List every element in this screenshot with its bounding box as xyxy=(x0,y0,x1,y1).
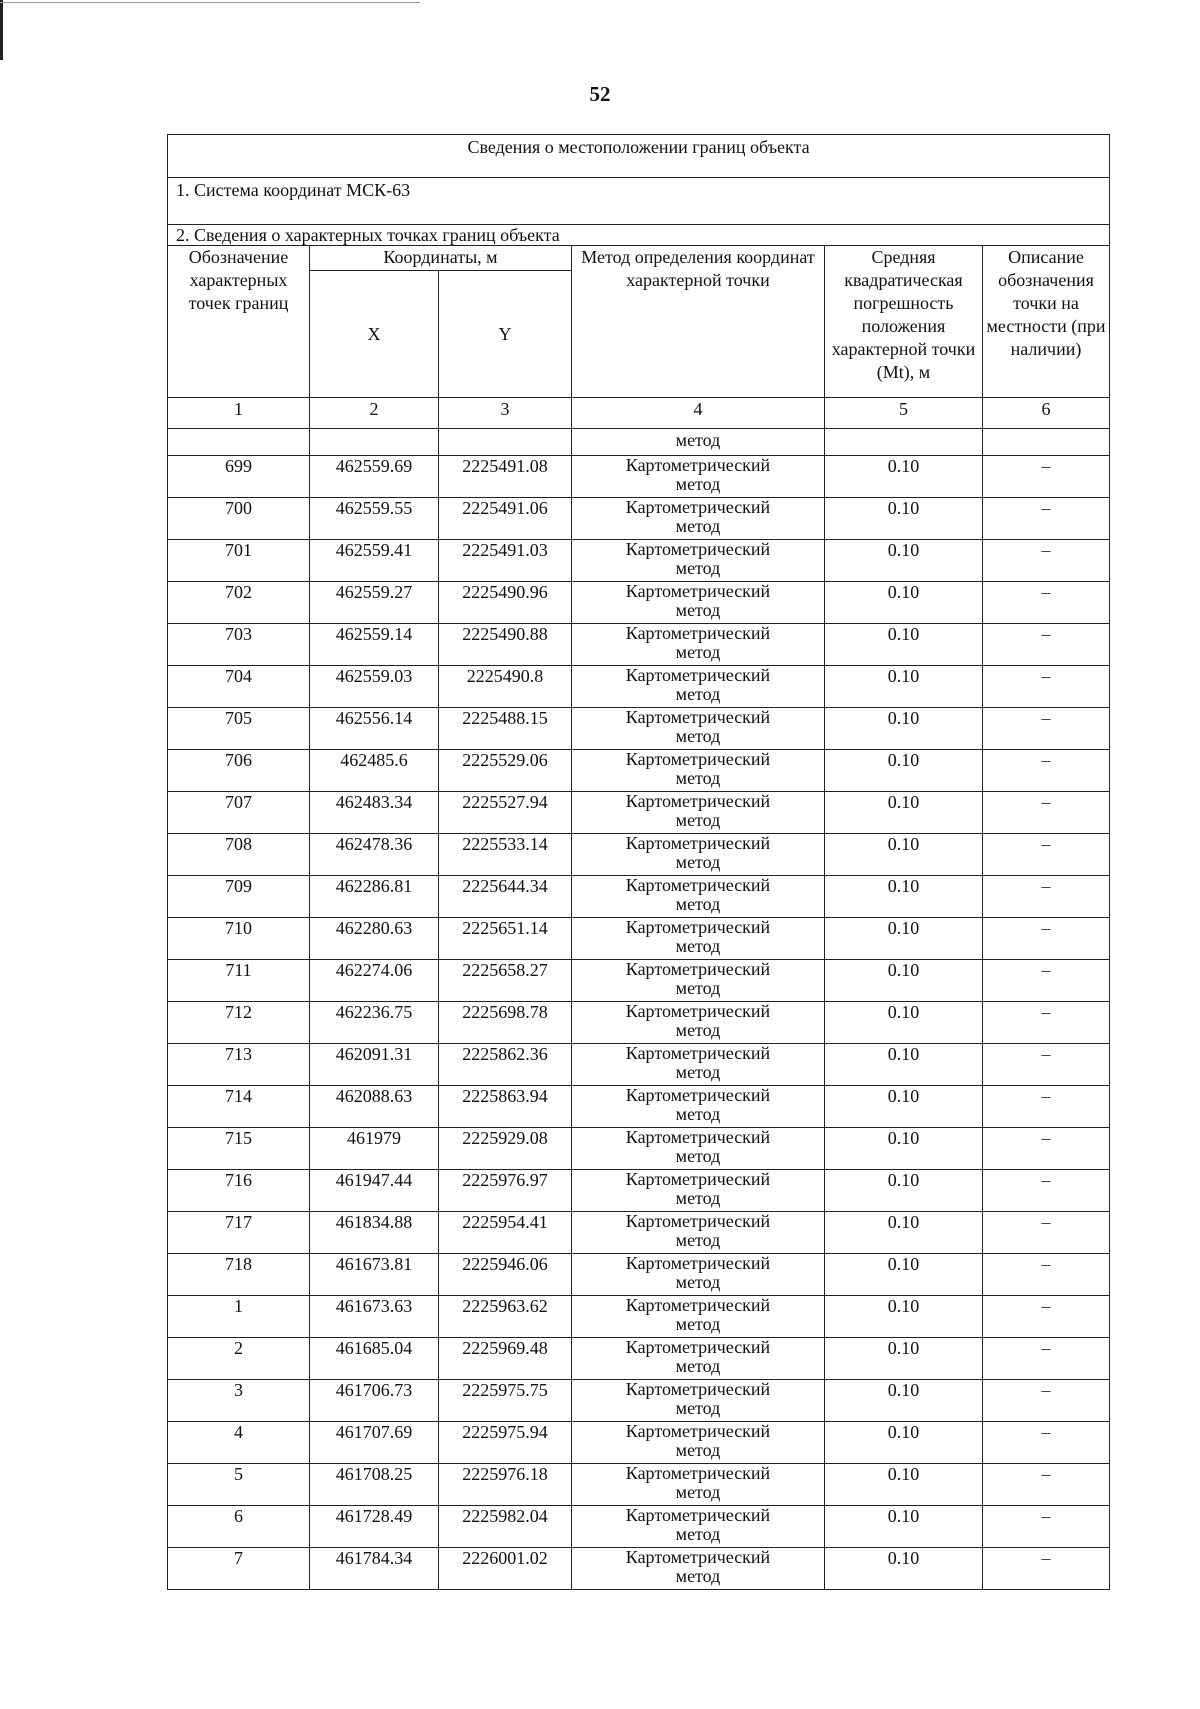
error-cell: 0.10 xyxy=(825,708,983,750)
method-cell xyxy=(572,708,825,750)
table-row xyxy=(168,1422,1110,1464)
y-cell: 2225698.78 xyxy=(439,1002,572,1044)
header-error xyxy=(825,246,983,398)
method-line2: метод xyxy=(675,684,721,704)
error-cell: 0.10 xyxy=(825,624,983,666)
method-line2: метод xyxy=(675,1104,721,1124)
x-cell: 461707.69 xyxy=(310,1422,439,1464)
x-cell: 462559.03 xyxy=(310,666,439,708)
y-cell: 2225929.08 xyxy=(439,1128,572,1170)
error-cell: 0.10 xyxy=(825,1002,983,1044)
description-cell: – xyxy=(983,918,1110,960)
method-line1: Картометрический xyxy=(625,539,771,559)
table-row xyxy=(168,456,1110,498)
boundary-points-table xyxy=(167,134,1110,1590)
method-cell xyxy=(572,834,825,876)
table-row xyxy=(168,1548,1110,1590)
y-cell: 2226001.02 xyxy=(439,1548,572,1590)
y-cell: 2225490.88 xyxy=(439,624,572,666)
method-line2: метод xyxy=(675,474,721,494)
error-cell: 0.10 xyxy=(825,1548,983,1590)
point-cell: 713 xyxy=(168,1044,310,1086)
table-row xyxy=(168,1212,1110,1254)
point-cell: 700 xyxy=(168,498,310,540)
point-cell: 7 xyxy=(168,1548,310,1590)
y-cell: 2225975.75 xyxy=(439,1380,572,1422)
method-line1: Картометрический xyxy=(625,455,771,475)
point-cell: 709 xyxy=(168,876,310,918)
error-cell: 0.10 xyxy=(825,582,983,624)
y-cell: 2225975.94 xyxy=(439,1422,572,1464)
x-cell: 462485.6 xyxy=(310,750,439,792)
method-line2: метод xyxy=(675,1524,721,1544)
method-cell xyxy=(572,1506,825,1548)
method-cell xyxy=(572,1128,825,1170)
error-cell: 0.10 xyxy=(825,1170,983,1212)
error-cell: 0.10 xyxy=(825,1128,983,1170)
method-line2: метод xyxy=(675,600,721,620)
y-cell: 2225963.62 xyxy=(439,1296,572,1338)
method-line1: Картометрический xyxy=(625,665,771,685)
method-line1: Картометрический xyxy=(625,791,771,811)
method-line1: Картометрический xyxy=(625,707,771,727)
column-number: 4 xyxy=(572,398,825,429)
y-cell: 2225490.96 xyxy=(439,582,572,624)
point-cell: 703 xyxy=(168,624,310,666)
y-cell: 2225651.14 xyxy=(439,918,572,960)
description-cell: – xyxy=(983,624,1110,666)
method-cell xyxy=(572,918,825,960)
error-cell: 0.10 xyxy=(825,1422,983,1464)
method-cell xyxy=(572,1380,825,1422)
error-cell: 0.10 xyxy=(825,750,983,792)
x-cell: 461708.25 xyxy=(310,1464,439,1506)
method-line1: Картометрический xyxy=(625,1505,771,1525)
method-line2: метод xyxy=(675,1356,721,1376)
method-line1: Картометрический xyxy=(625,1547,771,1567)
table-row xyxy=(168,624,1110,666)
method-line1: Картометрический xyxy=(625,833,771,853)
x-cell: 462559.41 xyxy=(310,540,439,582)
header-error-text: Средняя квадратическая погрешность положения характерной точки (Mt), м xyxy=(831,247,976,382)
description-cell: – xyxy=(983,1002,1110,1044)
point-cell: 1 xyxy=(168,1296,310,1338)
method-line1: Картометрический xyxy=(625,875,771,895)
method-cell xyxy=(572,1212,825,1254)
point-cell: 707 xyxy=(168,792,310,834)
method-line1: Картометрический xyxy=(625,1085,771,1105)
method-cell xyxy=(572,1548,825,1590)
point-cell: 717 xyxy=(168,1212,310,1254)
description-cell: – xyxy=(983,1338,1110,1380)
method-cell xyxy=(572,666,825,708)
description-cell: – xyxy=(983,1464,1110,1506)
method-line1: Картометрический xyxy=(625,581,771,601)
method-line2: метод xyxy=(675,1020,721,1040)
method-line2: метод xyxy=(675,1440,721,1460)
x-cell: 462091.31 xyxy=(310,1044,439,1086)
header-method: Метод определения координат характерной точки xyxy=(572,246,825,398)
table-row xyxy=(168,1128,1110,1170)
method-cell xyxy=(572,456,825,498)
header-y: Y xyxy=(439,271,572,398)
method-line2: метод xyxy=(675,558,721,578)
description-cell: – xyxy=(983,876,1110,918)
table-row xyxy=(168,1296,1110,1338)
point-cell: 716 xyxy=(168,1170,310,1212)
y-cell: 2225946.06 xyxy=(439,1254,572,1296)
error-cell: 0.10 xyxy=(825,1296,983,1338)
method-line1: Картометрический xyxy=(625,959,771,979)
table-title: Сведения о местоположении границ объекта xyxy=(168,135,1110,178)
continuation-method: метод xyxy=(572,429,825,456)
header-designation: Обозначение характерных точек границ xyxy=(168,246,310,398)
error-cell: 0.10 xyxy=(825,1464,983,1506)
table-row xyxy=(168,1380,1110,1422)
x-cell: 462559.27 xyxy=(310,582,439,624)
point-cell: 6 xyxy=(168,1506,310,1548)
method-line2: метод xyxy=(675,894,721,914)
x-cell: 462280.63 xyxy=(310,918,439,960)
method-line2: метод xyxy=(675,726,721,746)
description-cell: – xyxy=(983,960,1110,1002)
x-cell: 461979 xyxy=(310,1128,439,1170)
description-cell: – xyxy=(983,1128,1110,1170)
x-cell: 461673.63 xyxy=(310,1296,439,1338)
method-cell xyxy=(572,624,825,666)
method-line2: метод xyxy=(675,936,721,956)
method-line2: метод xyxy=(675,810,721,830)
y-cell: 2225491.08 xyxy=(439,456,572,498)
y-cell: 2225862.36 xyxy=(439,1044,572,1086)
table-row xyxy=(168,792,1110,834)
method-line2: метод xyxy=(675,1230,721,1250)
description-cell: – xyxy=(983,1254,1110,1296)
table-row xyxy=(168,1170,1110,1212)
x-cell: 462483.34 xyxy=(310,792,439,834)
description-cell: – xyxy=(983,540,1110,582)
error-cell: 0.10 xyxy=(825,1338,983,1380)
error-cell: 0.10 xyxy=(825,960,983,1002)
error-cell: 0.10 xyxy=(825,1086,983,1128)
x-cell: 462286.81 xyxy=(310,876,439,918)
method-cell xyxy=(572,1254,825,1296)
method-line2: метод xyxy=(675,1482,721,1502)
table-row xyxy=(168,1338,1110,1380)
method-line1: Картометрический xyxy=(625,1337,771,1357)
column-number: 3 xyxy=(439,398,572,429)
error-cell: 0.10 xyxy=(825,1044,983,1086)
continuation-row xyxy=(168,429,1110,456)
table-row xyxy=(168,708,1110,750)
method-line2: метод xyxy=(675,516,721,536)
x-cell: 462274.06 xyxy=(310,960,439,1002)
x-cell: 461728.49 xyxy=(310,1506,439,1548)
column-number: 2 xyxy=(310,398,439,429)
table-row xyxy=(168,498,1110,540)
y-cell: 2225954.41 xyxy=(439,1212,572,1254)
method-cell xyxy=(572,1086,825,1128)
method-cell xyxy=(572,540,825,582)
point-cell: 5 xyxy=(168,1464,310,1506)
method-line1: Картометрический xyxy=(625,1127,771,1147)
method-line1: Картометрический xyxy=(625,1211,771,1231)
section-title: 2. Сведения о характерных точках границ объекта xyxy=(168,225,1110,246)
error-cell: 0.10 xyxy=(825,1380,983,1422)
table-row xyxy=(168,1086,1110,1128)
method-line1: Картометрический xyxy=(625,1295,771,1315)
x-cell: 461673.81 xyxy=(310,1254,439,1296)
error-cell: 0.10 xyxy=(825,834,983,876)
point-cell: 715 xyxy=(168,1128,310,1170)
y-cell: 2225527.94 xyxy=(439,792,572,834)
error-cell: 0.10 xyxy=(825,1254,983,1296)
method-line1: Картометрический xyxy=(625,497,771,517)
method-line1: Картометрический xyxy=(625,1421,771,1441)
method-cell xyxy=(572,960,825,1002)
point-cell: 711 xyxy=(168,960,310,1002)
description-cell: – xyxy=(983,834,1110,876)
page-number: 52 xyxy=(589,82,611,106)
table-row xyxy=(168,540,1110,582)
error-cell: 0.10 xyxy=(825,456,983,498)
coordinate-system: 1. Система координат МСК-63 xyxy=(168,178,1110,225)
y-cell: 2225969.48 xyxy=(439,1338,572,1380)
point-cell: 718 xyxy=(168,1254,310,1296)
y-cell: 2225490.8 xyxy=(439,666,572,708)
x-cell: 462559.14 xyxy=(310,624,439,666)
y-cell: 2225644.34 xyxy=(439,876,572,918)
column-number: 5 xyxy=(825,398,983,429)
point-cell: 714 xyxy=(168,1086,310,1128)
method-cell xyxy=(572,1296,825,1338)
y-cell: 2225488.15 xyxy=(439,708,572,750)
y-cell: 2225529.06 xyxy=(439,750,572,792)
method-line2: метод xyxy=(675,1146,721,1166)
method-cell xyxy=(572,792,825,834)
error-cell: 0.10 xyxy=(825,876,983,918)
point-cell: 2 xyxy=(168,1338,310,1380)
header-description: Описание обозначения точки на местности (при наличии) xyxy=(983,246,1110,398)
description-cell: – xyxy=(983,1380,1110,1422)
table-row xyxy=(168,876,1110,918)
method-line2: метод xyxy=(675,1272,721,1292)
scan-edge-mark xyxy=(0,0,3,60)
error-cell: 0.10 xyxy=(825,540,983,582)
point-cell: 712 xyxy=(168,1002,310,1044)
table-row xyxy=(168,834,1110,876)
x-cell: 461706.73 xyxy=(310,1380,439,1422)
table-row xyxy=(168,1506,1110,1548)
point-cell: 702 xyxy=(168,582,310,624)
table-row xyxy=(168,1254,1110,1296)
method-cell xyxy=(572,1422,825,1464)
table-row xyxy=(168,750,1110,792)
description-cell: – xyxy=(983,1086,1110,1128)
method-line2: метод xyxy=(675,642,721,662)
description-cell: – xyxy=(983,1170,1110,1212)
method-line1: Картометрический xyxy=(625,749,771,769)
column-number: 6 xyxy=(983,398,1110,429)
description-cell: – xyxy=(983,456,1110,498)
method-line1: Картометрический xyxy=(625,1463,771,1483)
x-cell: 462088.63 xyxy=(310,1086,439,1128)
column-number: 1 xyxy=(168,398,310,429)
description-cell: – xyxy=(983,1506,1110,1548)
x-cell: 462478.36 xyxy=(310,834,439,876)
method-line2: метод xyxy=(675,852,721,872)
description-cell: – xyxy=(983,1044,1110,1086)
x-cell: 462556.14 xyxy=(310,708,439,750)
description-cell: – xyxy=(983,1548,1110,1590)
point-cell: 4 xyxy=(168,1422,310,1464)
description-cell: – xyxy=(983,1422,1110,1464)
point-cell: 704 xyxy=(168,666,310,708)
description-cell: – xyxy=(983,1212,1110,1254)
method-cell xyxy=(572,498,825,540)
x-cell: 461784.34 xyxy=(310,1548,439,1590)
point-cell: 699 xyxy=(168,456,310,498)
y-cell: 2225863.94 xyxy=(439,1086,572,1128)
method-line1: Картометрический xyxy=(625,1253,771,1273)
y-cell: 2225491.06 xyxy=(439,498,572,540)
method-cell xyxy=(572,1338,825,1380)
y-cell: 2225982.04 xyxy=(439,1506,572,1548)
table-row xyxy=(168,666,1110,708)
description-cell: – xyxy=(983,750,1110,792)
error-cell: 0.10 xyxy=(825,918,983,960)
method-line2: метод xyxy=(675,768,721,788)
method-line2: метод xyxy=(675,978,721,998)
method-line2: метод xyxy=(675,1566,721,1586)
x-cell: 461685.04 xyxy=(310,1338,439,1380)
table-row xyxy=(168,1002,1110,1044)
y-cell: 2225491.03 xyxy=(439,540,572,582)
point-cell: 701 xyxy=(168,540,310,582)
table-row xyxy=(168,960,1110,1002)
error-cell: 0.10 xyxy=(825,792,983,834)
table-row xyxy=(168,582,1110,624)
error-cell: 0.10 xyxy=(825,498,983,540)
y-cell: 2225533.14 xyxy=(439,834,572,876)
method-cell xyxy=(572,1464,825,1506)
method-cell xyxy=(572,876,825,918)
description-cell: – xyxy=(983,1296,1110,1338)
method-line1: Картометрический xyxy=(625,623,771,643)
x-cell: 461834.88 xyxy=(310,1212,439,1254)
method-cell xyxy=(572,1002,825,1044)
x-cell: 462559.69 xyxy=(310,456,439,498)
x-cell: 461947.44 xyxy=(310,1170,439,1212)
description-cell: – xyxy=(983,792,1110,834)
description-cell: – xyxy=(983,666,1110,708)
header-x: X xyxy=(310,271,439,398)
description-cell: – xyxy=(983,708,1110,750)
method-cell xyxy=(572,750,825,792)
table-row xyxy=(168,1044,1110,1086)
y-cell: 2225658.27 xyxy=(439,960,572,1002)
point-cell: 705 xyxy=(168,708,310,750)
point-cell: 710 xyxy=(168,918,310,960)
description-cell: – xyxy=(983,498,1110,540)
x-cell: 462236.75 xyxy=(310,1002,439,1044)
y-cell: 2225976.97 xyxy=(439,1170,572,1212)
method-cell xyxy=(572,1044,825,1086)
description-cell: – xyxy=(983,582,1110,624)
method-line2: метод xyxy=(675,1398,721,1418)
method-cell xyxy=(572,1170,825,1212)
point-cell: 706 xyxy=(168,750,310,792)
method-line2: метод xyxy=(675,1188,721,1208)
table-row xyxy=(168,1464,1110,1506)
error-cell: 0.10 xyxy=(825,1506,983,1548)
scan-top-line xyxy=(0,2,420,3)
y-cell: 2225976.18 xyxy=(439,1464,572,1506)
method-line1: Картометрический xyxy=(625,1379,771,1399)
error-cell: 0.10 xyxy=(825,1212,983,1254)
method-line1: Картометрический xyxy=(625,1001,771,1021)
method-line2: метод xyxy=(675,1314,721,1334)
error-cell: 0.10 xyxy=(825,666,983,708)
table-row xyxy=(168,918,1110,960)
method-line2: метод xyxy=(675,1062,721,1082)
method-line1: Картометрический xyxy=(625,1169,771,1189)
header-coordinates: Координаты, м xyxy=(310,246,572,271)
point-cell: 708 xyxy=(168,834,310,876)
method-line1: Картометрический xyxy=(625,1043,771,1063)
point-cell: 3 xyxy=(168,1380,310,1422)
method-cell xyxy=(572,582,825,624)
x-cell: 462559.55 xyxy=(310,498,439,540)
method-line1: Картометрический xyxy=(625,917,771,937)
